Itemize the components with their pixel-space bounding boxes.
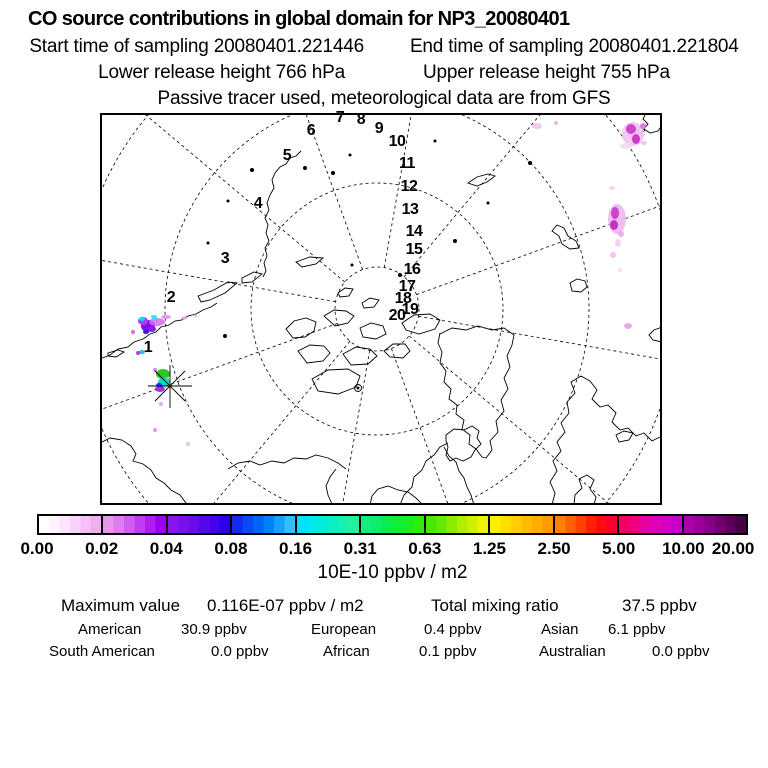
total-mixing-ratio-value: 37.5 ppbv: [622, 596, 697, 615]
colorbar-segment-3: [232, 516, 296, 533]
maximum-value-label: Maximum value: [61, 596, 181, 615]
start-time-text: Start time of sampling 20080401.221446: [29, 36, 364, 57]
region-label-asian: Asian: [541, 621, 579, 638]
region-label-south-american: South American: [49, 643, 155, 660]
trajectory-marker-16: 16: [403, 261, 421, 279]
trajectory-marker-4: 4: [253, 195, 263, 213]
trajectory-marker-2: 2: [166, 289, 176, 307]
colorbar-tick-1.25: 1.25: [472, 539, 506, 558]
region-label-australian: Australian: [539, 643, 606, 660]
region-label-european: European: [311, 621, 377, 638]
trajectory-marker-19: 19: [401, 301, 419, 319]
colorbar-segment-7: [490, 516, 554, 533]
colorbar-segment-4: [297, 516, 361, 533]
colorbar-segment-10: [684, 516, 746, 533]
trajectory-marker-18: 18: [394, 290, 412, 308]
region-value-asian: 6.1 ppbv: [608, 621, 666, 638]
colorbar-unit-label: 10E-10 ppbv / m2: [317, 562, 468, 583]
trajectory-marker-9: 9: [374, 120, 384, 138]
release-heights-line: [0, 62, 768, 84]
colorbar-ticks: [20, 539, 755, 559]
trajectory-marker-15: 15: [405, 241, 423, 259]
colorbar-tick-0.04: 0.04: [149, 539, 183, 558]
trajectory-marker-17: 17: [398, 278, 416, 296]
colorbar-segment-6: [426, 516, 490, 533]
colorbar-tick-0.02: 0.02: [85, 539, 119, 558]
colorbar-segment-9: [619, 516, 683, 533]
colorbar-tick-0.31: 0.31: [343, 539, 377, 558]
colorbar-tick-0.08: 0.08: [214, 539, 248, 558]
trajectory-marker-10: 10: [388, 133, 406, 151]
colorbar-tick-0.16: 0.16: [278, 539, 313, 558]
trajectory-layer: [100, 109, 662, 505]
colorbar-segment-0: [39, 516, 103, 533]
trajectory-marker-12: 12: [400, 178, 418, 196]
trajectory-marker-1: 1: [143, 339, 153, 357]
trajectory-marker-6: 6: [306, 122, 316, 140]
colorbar-segment-5: [361, 516, 425, 533]
colorbar-segment-1: [103, 516, 167, 533]
trajectory-marker-7: 7: [335, 109, 345, 127]
tracer-note-text: Passive tracer used, meteorological data are from GFS: [157, 88, 611, 109]
region-value-european: 0.4 ppbv: [424, 621, 482, 638]
region-value-african: 0.1 ppbv: [419, 643, 477, 660]
colorbar-tick-5.00: 5.00: [602, 539, 636, 558]
lower-release-text: Lower release height 766 hPa: [98, 62, 345, 83]
trajectory-marker-14: 14: [405, 223, 423, 241]
colorbar-tick-0.63: 0.63: [408, 539, 442, 558]
region-value-australian: 0.0 ppbv: [652, 643, 710, 660]
end-time-text: End time of sampling 20080401.221804: [409, 36, 739, 57]
sampling-times-line: [0, 36, 768, 58]
trajectory-marker-11: 11: [399, 155, 415, 173]
total-mixing-ratio-label: Total mixing ratio: [431, 596, 559, 615]
colorbar-tick-10.00: 10.00: [662, 539, 705, 558]
trajectory-marker-5: 5: [282, 147, 292, 165]
colorbar-tick-20.00: 20.00: [711, 539, 755, 558]
tracer-note-line: [0, 88, 768, 110]
region-label-african: African: [323, 643, 370, 660]
colorbar-segment-8: [555, 516, 619, 533]
upper-release-text: Upper release height 755 hPa: [423, 62, 670, 83]
trajectory-marker-13: 13: [401, 201, 419, 219]
colorbar-segment-2: [168, 516, 232, 533]
page-title: CO source contributions in global domain for NP3_20080401: [28, 8, 570, 30]
polar-map: [100, 109, 662, 505]
trajectory-marker-8: 8: [356, 111, 366, 129]
region-label-american: American: [78, 621, 142, 638]
colorbar: [37, 514, 748, 535]
maximum-value: 0.116E-07 ppbv / m2: [207, 596, 364, 615]
colorbar-tick-0.00: 0.00: [20, 539, 54, 558]
trajectory-marker-20: 20: [388, 307, 406, 325]
region-value-american: 30.9 ppbv: [181, 621, 247, 638]
colorbar-tick-2.50: 2.50: [537, 539, 571, 558]
trajectory-marker-3: 3: [220, 250, 230, 268]
region-value-south-american: 0.0 ppbv: [211, 643, 269, 660]
